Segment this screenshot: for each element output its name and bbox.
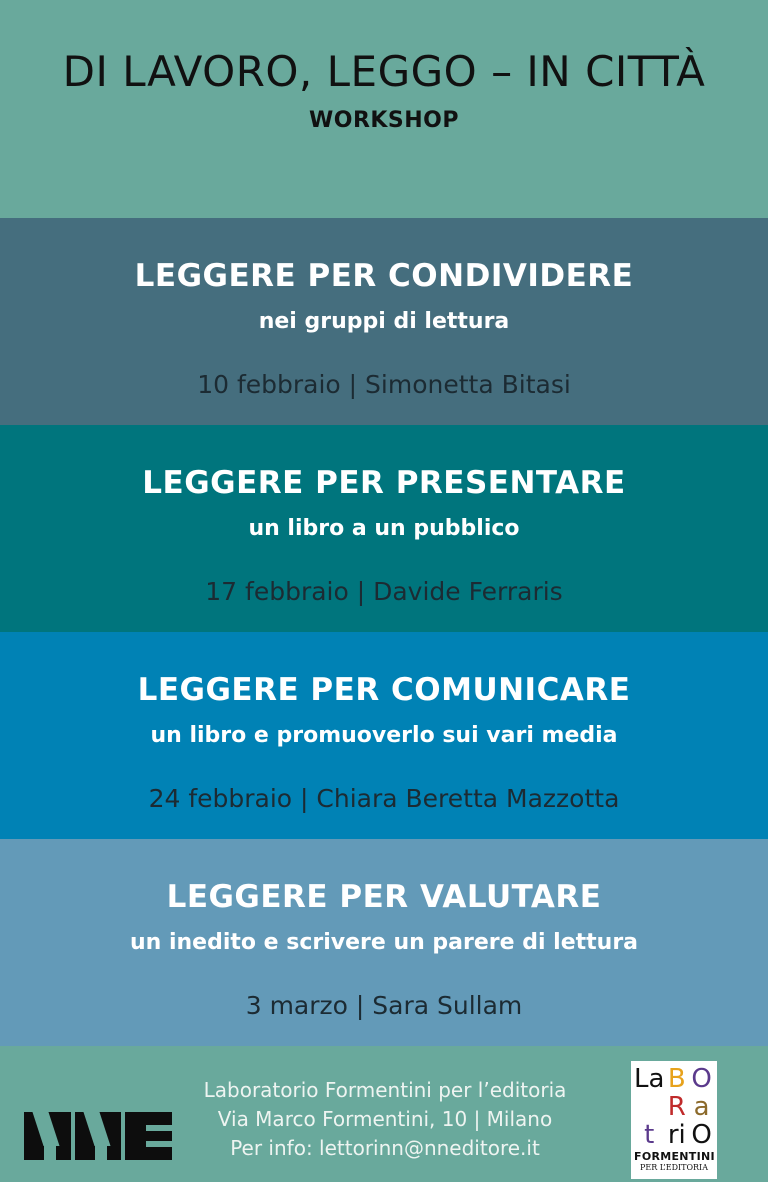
logo-letter: O	[691, 1064, 712, 1094]
nne-logo-letter	[125, 1112, 172, 1160]
nne-logo	[24, 1112, 172, 1160]
session-comunicare	[0, 632, 768, 839]
logo-name: FORMENTINI	[634, 1150, 715, 1163]
logo-letter: La	[634, 1064, 665, 1094]
session-date: 10 febbraio | Simonetta Bitasi	[197, 370, 571, 399]
session-presentare	[0, 425, 768, 632]
page-subtitle: WORKSHOP	[308, 108, 460, 133]
footer-contact: Per info: lettorinn@nneditore.it	[230, 1136, 540, 1160]
logo-letter: B	[667, 1064, 686, 1094]
footer-address-street: Via Marco Formentini, 10 | Milano	[217, 1107, 553, 1131]
session-title: LEGGERE PER VALUTARE	[166, 879, 602, 915]
logo-letters	[634, 1065, 714, 1149]
nne-logo-letter	[75, 1112, 122, 1160]
logo-letter: O	[691, 1120, 712, 1150]
logo-letter: R	[667, 1092, 686, 1122]
laboratorio-formentini-logo	[631, 1061, 717, 1179]
session-subtitle: nei gruppi di lettura	[258, 309, 510, 334]
logo-letter: t	[644, 1120, 655, 1150]
session-date: 17 febbraio | Davide Ferraris	[205, 577, 563, 606]
session-subtitle: un libro e promuoverlo sui vari media	[150, 723, 618, 748]
session-title: LEGGERE PER PRESENTARE	[142, 465, 626, 501]
session-condividere	[0, 218, 768, 425]
footer-info	[190, 1076, 580, 1163]
session-date: 3 marzo | Sara Sullam	[245, 991, 523, 1020]
session-title: LEGGERE PER CONDIVIDERE	[134, 258, 634, 294]
page-title: DI LAVORO, LEGGO – IN CITTÀ	[62, 47, 706, 96]
session-subtitle: un inedito e scrivere un parere di lettura	[129, 930, 639, 955]
session-date: 24 febbraio | Chiara Beretta Mazzotta	[148, 784, 620, 813]
footer	[0, 1046, 768, 1182]
nne-logo-letter	[24, 1112, 71, 1160]
logo-letter	[634, 1093, 664, 1121]
session-title: LEGGERE PER COMUNICARE	[137, 672, 631, 708]
header	[0, 0, 768, 218]
logo-tagline: PER L’EDITORIA	[640, 1163, 708, 1172]
session-subtitle: un libro a un pubblico	[248, 516, 520, 541]
footer-address-name: Laboratorio Formentini per l’editoria	[203, 1078, 567, 1102]
logo-letter: a	[693, 1092, 710, 1122]
session-valutare	[0, 839, 768, 1046]
logo-letter: ri	[667, 1120, 686, 1150]
